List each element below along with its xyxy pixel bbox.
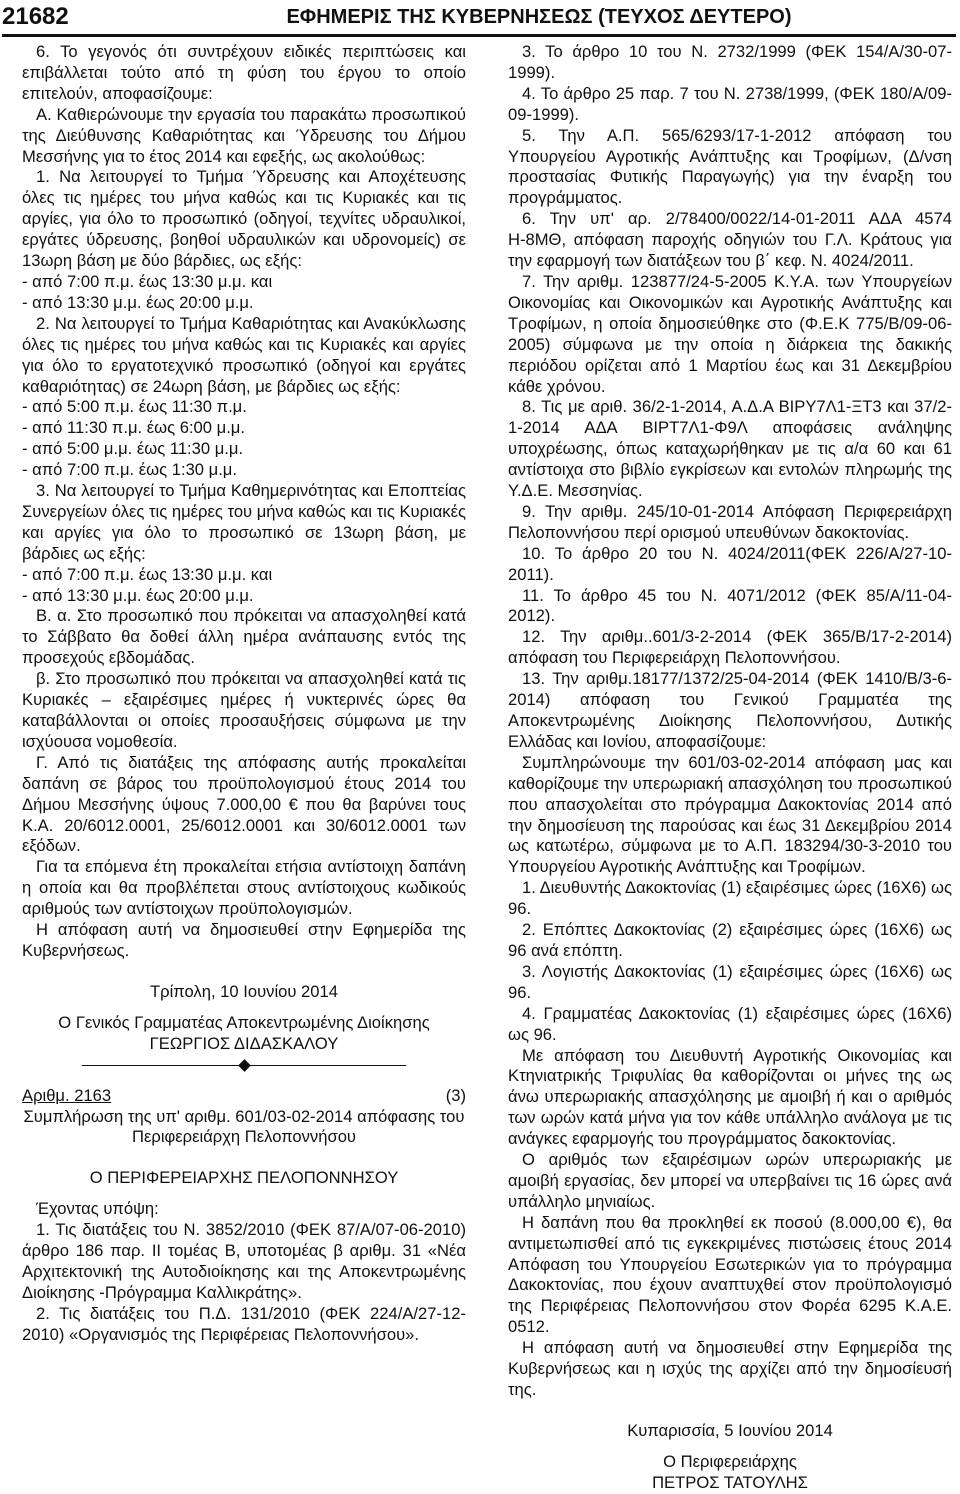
paragraph: 6. Την υπ' αρ. 2/78400/0022/14-01-2011 ΑΔΑ 4574 Η-8ΜΘ, απόφαση παροχής οδηγιών του Γ.Λ. Κράτους για την εφαρμογή των διατάξεων του β΄ κεφ. Ν. 4024/2011.: [508, 209, 952, 271]
spacer: [508, 1442, 952, 1452]
paragraph: 4. Γραμματέας Δακοκτονίας (1) εξαιρέσιμες ώρες (16Χ6) ως 96.: [508, 1003, 952, 1044]
paragraph: Συμπληρώνουμε την 601/03-02-2014 απόφαση μας και καθορίζουμε την υπερωριακή απασχόληση του προσωπικού που απασχολείται στο πρόγραμμα Δακοκτονίας 2014 από την δημοσίευση της παρούσας και έως 31 Δεκεμβρίου 2014 ως κατωτέρω, σύμφωνα με το Α.Π. 183294/30-3-2010 του Υπουργείου Αγροτικής Ανάπτυξης και Τροφίμων.: [508, 752, 952, 877]
shift-line: - από 7:00 π.μ. έως 1:30 μ.μ.: [22, 460, 237, 480]
paragraph: Ο αριθμός των εξαιρέσιμων ωρών υπερωριακής με αμοιβή εργασίας, δεν μπορεί να υπερβαίνει τις 16 ώρες ανά υπάλληλο μηνιαίως.: [508, 1150, 952, 1211]
paragraph: Η δαπάνη που θα προκληθεί εκ ποσού (8.000,00 €), θα αντιμετωπισθεί από τις εγκεκριμένες πιστώσεις έτους 2014 Απόφαση του Υπουργείου Εσωτερικών για το πρόγραμμα Δακοκτονίας, που έχουν αναπτυχθεί στον προϋπολογισμό της Περιφέρειας Πελοποννήσου στον Φορέα 6295 Κ.Α.Ε. 0512.: [508, 1212, 952, 1337]
page-number: 21682: [2, 3, 69, 30]
decision-index: (3): [445, 1085, 466, 1105]
spacer: [22, 1003, 466, 1013]
paragraph: 13. Την αριθμ.18177/1372/25-04-2014 (ΦΕΚ 1410/Β/3-6-2014) απόφαση του Γενικού Γραμματέα της Αποκεντρωμένης Διοίκησης Πελοποννήσου, Δυτικής Ελλάδας και Ιονίου, αποφασίζουμε:: [508, 669, 952, 751]
shift-line: - από 11:30 π.μ. έως 6:00 μ.μ.: [22, 418, 245, 438]
paragraph: 3. Το άρθρο 10 του Ν. 2732/1999 (ΦΕΚ 154/Α/30-07-1999).: [508, 42, 952, 82]
paragraph: 3. Λογιστής Δακοκτονίας (1) εξαιρέσιμες ώρες (16Χ6) ως 96.: [508, 961, 952, 1002]
shift-line: - από 13:30 μ.μ. έως 20:00 μ.μ.: [22, 292, 254, 312]
paragraph: Α. Καθιερώνουμε την εργασία του παρακάτω προσωπικού της Διεύθυνσης Καθαριότητας και Ύδρευσης του Δήμου Μεσσήνης για το έτος 2014 και εφεξής, ως ακολούθως:: [22, 104, 466, 166]
paragraph: Β. α. Στο προσωπικό που πρόκειται να απασχοληθεί κατά το Σάββατο θα δοθεί άλλη ημέρα ανάπαυσης εντός της προσεχούς εβδομάδας.: [22, 606, 466, 668]
shift-line: - από 7:00 π.μ. έως 13:30 μ.μ. και: [22, 564, 273, 584]
paragraph: 1. Τις διατάξεις του Ν. 3852/2010 (ΦΕΚ 87/Α/07-06-2010) άρθρο 186 παρ. ΙΙ τομέας Β, υποτομέας β αριθμ. 31 «Νέα Αρχιτεκτονική της Αυτοδιοίκησης και της Αποκεντρωμένης Διοίκησης -Πρόγραμμα Καλλικράτης».: [22, 1220, 466, 1302]
shift-line: - από 7:00 π.μ. έως 13:30 μ.μ. και: [22, 271, 273, 291]
spacer: [508, 1401, 952, 1421]
paragraph: Με απόφαση του Διευθυντή Αγροτικής Οικονομίας και Κτηνιατρικής Τριφυλίας θα καθορίζονται οι μήνες της ως άνω υπερωριακής απασχόλησης με αμοιβή ή και ο αριθμός των ωρών κατά μήνα για τον κάθε υπάλληλο ανάλογα με τις ανάγκες εφαρμογής του προγράμματος δακοκτονίας.: [508, 1045, 952, 1149]
paragraph: Γ. Από τις διατάξεις της απόφασης αυτής προκαλείται δαπάνη σε βάρος του προϋπολογισμού έτους 2014 του Δήμου Μεσσήνης ύψους 7.000,00 € που θα βαρύνει τους Κ.Α. 20/6012.0001, 25/6012.0001 και 30/6012.0001 των εξόδων.: [22, 752, 466, 856]
paragraph: Για τα επόμενα έτη προκαλείται ετήσια αντίστοιχη δαπάνη η οποία και θα προβλέπεται στους αντίστοιχους κωδικούς αριθμούς των αντίστοιχων προϋπολογισμών.: [22, 857, 466, 919]
spacer: [22, 1076, 466, 1086]
signer-title: Ο Γενικός Γραμματέας Αποκεντρωμένης Διοίκησης: [58, 1012, 430, 1032]
paragraph: 11. Το άρθρο 45 του Ν. 4071/2012 (ΦΕΚ 85/Α/11-04-2012).: [508, 585, 952, 626]
signer-title: Ο Περιφερειάρχης: [663, 1451, 797, 1471]
paragraph: 10. Το άρθρο 20 του Ν. 4024/2011(ΦΕΚ 226/Α/27-10-2011).: [508, 543, 952, 584]
paragraph: 12. Την αριθμ..601/3-2-2014 (ΦΕΚ 365/Β/17-2-2014) απόφαση του Περιφερειάρχη Πελοποννήσου.: [508, 627, 952, 668]
paragraph: 5. Την Α.Π. 565/6293/17-1-2012 απόφαση του Υπουργείου Αγροτικής Ανάπτυξης και Τροφίμων, (Δ/νση προστασίας Φυτικής Παραγωγής) για την έναρξη του προγράμματος.: [508, 125, 952, 208]
decision-number: Αριθμ. 2163: [22, 1085, 112, 1105]
decision-number-row: [22, 1086, 466, 1107]
paragraph: 9. Την αριθμ. 245/10-01-2014 Απόφαση Περιφερειάρχη Πελοποννήσου περί ορισμού υπευθύνων δακοκτονίας.: [508, 501, 952, 542]
having-in-view: Έχοντας υπόψη:: [36, 1199, 159, 1219]
paragraph: 3. Να λειτουργεί το Τμήμα Καθημερινότητας και Εποπτείας Συνεργείων όλες τις ημέρες του μήνα καθώς και τις Κυριακές και αργίες για όλο το προσωπικό σε 13ωρη βάση, με βάρδιες ως εξής:: [22, 481, 466, 563]
paragraph: 6. Το γεγονός ότι συντρέχουν ειδικές περιπτώσεις και επιβάλλεται τούτο από τη φύση του έργου το οποίο επιτελούν, αποφασίζουμε:: [22, 42, 466, 103]
page-header: [2, 0, 956, 37]
diamond-icon: [238, 1059, 251, 1072]
paragraph: 2. Τις διατάξεις του Π.Δ. 131/2010 (ΦΕΚ 224/Α/27-12-2010) «Οργανισμός της Περιφέρειας Πελοποννήσου».: [22, 1303, 466, 1344]
spacer: [22, 962, 466, 982]
shift-line: - από 5:00 π.μ. έως 11:30 π.μ.: [22, 397, 247, 417]
spacer: [22, 1189, 466, 1199]
paragraph: 4. Το άρθρο 25 παρ. 7 του Ν. 2738/1999, (ΦΕΚ 180/Α/09-09-1999).: [508, 83, 952, 124]
journal-title: ΕΦΗΜΕΡΙΣ ΤΗΣ ΚΥΒΕΡΝΗΣΕΩΣ (ΤΕΥΧΟΣ ΔΕΥΤΕΡΟ): [286, 5, 792, 28]
paragraph: 8. Τις με αριθ. 36/2-1-2014, Α.Δ.Α ΒΙΡΥ7Λ1-ΞΤ3 και 37/2-1-2014 ΑΔΑ ΒΙΡΤ7Λ1-Φ9Λ αποφάσεις ανάληψης υποχρέωσης, όπως καταχωρήθηκαν με τις α/α 60 και 61 αντίστοιχα στο βιβλίο εγκρίσεων και εντολών πληρωμής της Υ.Δ.Ε. Μεσσηνίας.: [508, 397, 952, 501]
shift-line: - από 13:30 μ.μ. έως 20:00 μ.μ.: [22, 585, 254, 605]
left-column: [22, 42, 466, 1346]
signer-name: ΠΕΤΡΟΣ ΤΑΤΟΥΛΗΣ: [652, 1472, 808, 1492]
issuing-authority: Ο ΠΕΡΙΦΕΡΕΙΑΡΧΗΣ ΠΕΛΟΠΟΝΝΗΣΟΥ: [89, 1168, 399, 1188]
paragraph: Η απόφαση αυτή να δημοσιευθεί στην Εφημερίδα της Κυβερνήσεως.: [22, 920, 466, 960]
paragraph: 1. Διευθυντής Δακοκτονίας (1) εξαιρέσιμες ώρες (16Χ6) ως 96.: [508, 878, 952, 919]
paragraph: Η απόφαση αυτή να δημοσιευθεί στην Εφημερίδα της Κυβερνήσεως και η ισχύς της αρχίζει από την δημοσίευσή της.: [508, 1338, 952, 1399]
right-column: [508, 42, 952, 1494]
paragraph: 2. Να λειτουργεί το Τμήμα Καθαριότητας και Ανακύκλωσης όλες τις ημέρες του μήνα καθώς και τις Κυριακές και αργίες για όλο το εργατοτεχνικό προσωπικό (οδηγοί και εργάτες καθαριότητας) σε 24ωρη βάση, με βάρδιες ως εξής:: [22, 313, 466, 396]
paragraph: 7. Την αριθμ. 123877/24-5-2005 Κ.Υ.Α. των Υπουργείων Οικονομίας και Οικονομικών και Αγροτικής Ανάπτυξης και Τροφίμων, η οποία δημοσιεύθηκε στο (Φ.Ε.Κ 775/Β/09-06-2005) σύμφωνα με την οποία η διάρκεια της δακικής περιόδου ορίζεται από 1 Μαρτίου έως και 31 Δεκεμβρίου κάθε χρόνου.: [508, 271, 952, 396]
decision-subject: Συμπλήρωση της υπ' αριθμ. 601/03-02-2014 απόφασης του Περιφερειάρχη Πελοποννήσου: [23, 1106, 465, 1147]
signer-name: ΓΕΩΡΓΙΟΣ ΔΙΔΑΣΚΑΛΟΥ: [149, 1033, 339, 1053]
place-date: Κυπαρισσία, 5 Ιουνίου 2014: [627, 1420, 833, 1440]
section-divider: [22, 1055, 466, 1076]
paragraph: β. Στο προσωπικό που πρόκειται να απασχοληθεί κατά τις Κυριακές – εξαιρέσιμες ημέρες ή νυκτερινές ώρες θα καταβάλλονται οι οποίες προσαυξήσεις σύμφωνα με την ισχύουσα νομοθεσία.: [22, 669, 466, 751]
spacer: [22, 1148, 466, 1168]
shift-line: - από 5:00 μ.μ. έως 11:30 μ.μ.: [22, 439, 244, 459]
place-date: Τρίπολη, 10 Ιουνίου 2014: [150, 981, 338, 1001]
paragraph: 2. Επόπτες Δακοκτονίας (2) εξαιρέσιμες ώρες (16Χ6) ως 96 ανά επόπτη.: [508, 920, 952, 960]
paragraph: 1. Να λειτουργεί το Τμήμα Ύδρευσης και Αποχέτευσης όλες τις ημέρες του μήνα καθώς και τις Κυριακές και τις αργίες, για όλο το προσωπικό (οδηγοί, τεχνίτες υδραυλικοί, εργάτες ύδρευσης, βοηθοί υδραυλικών και υδρονομείς) σε 13ωρη βάση με δύο βάρδιες, ως εξής:: [22, 167, 466, 271]
